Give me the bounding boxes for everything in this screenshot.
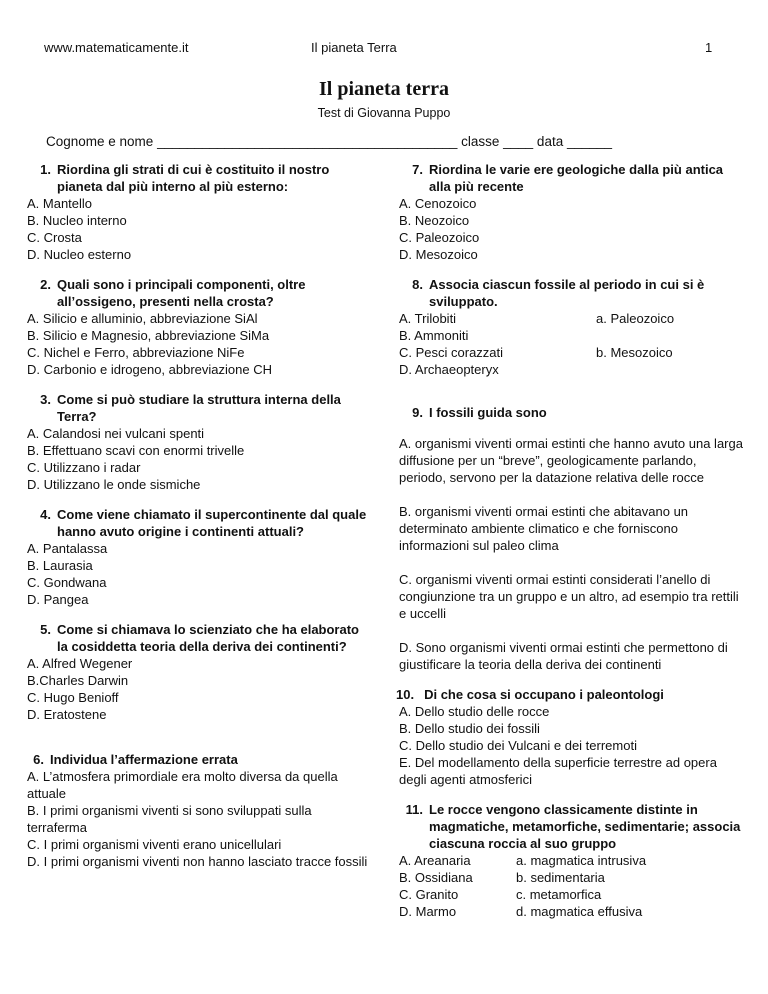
- question-text: Le rocce vengono classicamente distinte in magmatiche, metamorfiche, sedimentarie; associa ciascuna roccia al suo gruppo: [429, 802, 741, 851]
- match-row: [396, 886, 744, 903]
- question-text: I fossili guida sono: [429, 405, 547, 420]
- answer-option: D. Mesozoico: [399, 247, 478, 262]
- question-text: Come si può studiare la struttura interna della Terra?: [57, 392, 341, 424]
- question-7: [396, 161, 744, 263]
- answer-option: D. Utilizzano le onde sismiche: [27, 477, 201, 492]
- question-number: 10.: [396, 687, 415, 702]
- page-title: Il pianeta terra: [319, 78, 449, 100]
- question-11: [396, 801, 744, 920]
- answer-option: C. Gondwana: [27, 575, 107, 590]
- rock-item: B. Ossidiana: [399, 870, 473, 885]
- match-row: [396, 310, 744, 327]
- answer-option: E. Del modellamento della superficie terrestre ad opera degli agenti atmosferici: [399, 755, 717, 787]
- answer-option: D. Eratostene: [27, 707, 107, 722]
- answer-option: A. Calandosi nei vulcani spenti: [27, 426, 205, 441]
- question-text: Come si chiamava lo scienziato che ha elaborato la cosiddetta teoria della deriva dei continenti?: [57, 622, 359, 654]
- match-row: [396, 869, 744, 886]
- answer-option: B. Nucleo interno: [27, 213, 127, 228]
- answer-option: B.Charles Darwin: [27, 673, 129, 688]
- answer-option: B. Laurasia: [27, 558, 93, 573]
- question-6: [24, 751, 370, 870]
- question-number: 6.: [33, 752, 44, 767]
- question-text: Come viene chiamato il supercontinente dal quale hanno avuto origine i continenti attuali?: [57, 507, 367, 539]
- question-number: 7.: [412, 162, 423, 177]
- match-row: [396, 903, 744, 920]
- question-number: 11.: [405, 802, 423, 817]
- answer-option: A. Dello studio delle rocce: [399, 704, 550, 719]
- rock-group-item: d. magmatica effusiva: [516, 904, 643, 919]
- question-text: Riordina gli strati di cui è costituito il nostro pianeta dal più interno al più esterno:: [57, 162, 330, 194]
- rock-item: C. Granito: [399, 887, 459, 902]
- question-10: [396, 686, 744, 788]
- left-column: [24, 161, 370, 883]
- answer-option: B. Effettuano scavi con enormi trivelle: [27, 443, 245, 458]
- period-item: b. Mesozoico: [596, 345, 673, 360]
- fossil-item: A. Trilobiti: [399, 311, 457, 326]
- question-5: [24, 621, 370, 723]
- question-text: Individua l’affermazione errata: [50, 752, 238, 767]
- question-text: Riordina le varie ere geologiche dalla più antica alla più recente: [429, 162, 724, 194]
- match-row: [396, 327, 744, 344]
- match-row: [396, 361, 744, 378]
- rock-item: A. Areanaria: [399, 853, 471, 868]
- answer-option: A. Mantello: [27, 196, 93, 211]
- answer-option: D. I primi organismi viventi non hanno lasciato tracce fossili: [27, 854, 368, 869]
- question-number: 8.: [412, 277, 423, 292]
- period-item: a. Paleozoico: [596, 311, 675, 326]
- rock-group-item: c. metamorfica: [516, 887, 602, 902]
- answer-option: B. Silicio e Magnesio, abbreviazione SiMa: [27, 328, 270, 343]
- answer-option: D. Nucleo esterno: [27, 247, 132, 262]
- answer-option: C. Dello studio dei Vulcani e dei terremoti: [399, 738, 637, 753]
- answer-option: A. organismi viventi ormai estinti che hanno avuto una larga diffusione per un “breve”, geologicamente parlando, periodo, servono per la datazione relativa delle rocce: [399, 436, 743, 485]
- answer-option: C. organismi viventi ormai estinti considerati l’anello di congiunzione tra un gruppo e un altro, ad esempio tra rettili e uccelli: [399, 572, 739, 621]
- question-text: Quali sono i principali componenti, oltre all’ossigeno, presenti nella crosta?: [57, 277, 306, 309]
- header-page-number: 1: [705, 40, 713, 55]
- question-number: 1.: [40, 162, 51, 177]
- answer-option: C. Hugo Benioff: [27, 690, 119, 705]
- answer-option: B. organismi viventi ormai estinti che abitavano un determinato ambiente climatico e che forniscono informazioni sul paleo clima: [399, 504, 689, 553]
- answer-option: A. Alfred Wegener: [27, 656, 133, 671]
- answer-option: A. Silicio e alluminio, abbreviazione SiAl: [27, 311, 258, 326]
- question-3: [24, 391, 370, 493]
- right-column: [396, 161, 744, 933]
- name-class-date-line: Cognome e nome ________________________________________ classe ____ data ______: [46, 134, 613, 149]
- answer-option: B. Neozoico: [399, 213, 470, 228]
- question-2: [24, 276, 370, 378]
- question-number: 4.: [40, 507, 51, 522]
- answer-option: C. Utilizzano i radar: [27, 460, 141, 475]
- question-number: 9.: [412, 405, 423, 420]
- rock-group-item: b. sedimentaria: [516, 870, 605, 885]
- question-8: [396, 276, 744, 378]
- fossil-item: D. Archaeopteryx: [399, 362, 499, 377]
- answer-option: C. I primi organismi viventi erano unicellulari: [27, 837, 282, 852]
- question-text: Di che cosa si occupano i paleontologi: [424, 687, 664, 702]
- answer-option: B. Dello studio dei fossili: [399, 721, 540, 736]
- fossil-item: B. Ammoniti: [399, 328, 469, 343]
- header-topic: Il pianeta Terra: [311, 40, 397, 55]
- answer-option: A. Cenozoico: [399, 196, 477, 211]
- question-9: [396, 404, 744, 673]
- answer-option: C. Crosta: [27, 230, 82, 245]
- question-number: 5.: [40, 622, 51, 637]
- fossil-item: C. Pesci corazzati: [399, 345, 504, 360]
- question-text: Associa ciascun fossile al periodo in cui si è sviluppato.: [429, 277, 705, 309]
- answer-option: D. Pangea: [27, 592, 89, 607]
- answer-option: D. Sono organismi viventi ormai estinti che permettono di giustificare la teoria della deriva dei continenti: [399, 640, 728, 672]
- answer-option: C. Nichel e Ferro, abbreviazione NiFe: [27, 345, 245, 360]
- match-row: [396, 852, 744, 869]
- question-number: 3.: [40, 392, 51, 407]
- question-number: 2.: [40, 277, 51, 292]
- answer-option: B. I primi organismi viventi si sono sviluppati sulla terraferma: [27, 803, 312, 835]
- question-4: [24, 506, 370, 608]
- page-subtitle: Test di Giovanna Puppo: [317, 106, 451, 120]
- answer-option: D. Carbonio e idrogeno, abbreviazione CH: [27, 362, 272, 377]
- rock-item: D. Marmo: [399, 904, 457, 919]
- rock-group-item: a. magmatica intrusiva: [516, 853, 647, 868]
- match-row: [396, 344, 744, 361]
- header-site: www.matematicamente.it: [44, 40, 189, 55]
- question-1: [24, 161, 370, 263]
- answer-option: C. Paleozoico: [399, 230, 480, 245]
- answer-option: A. Pantalassa: [27, 541, 108, 556]
- answer-option: A. L’atmosfera primordiale era molto diversa da quella attuale: [27, 769, 338, 801]
